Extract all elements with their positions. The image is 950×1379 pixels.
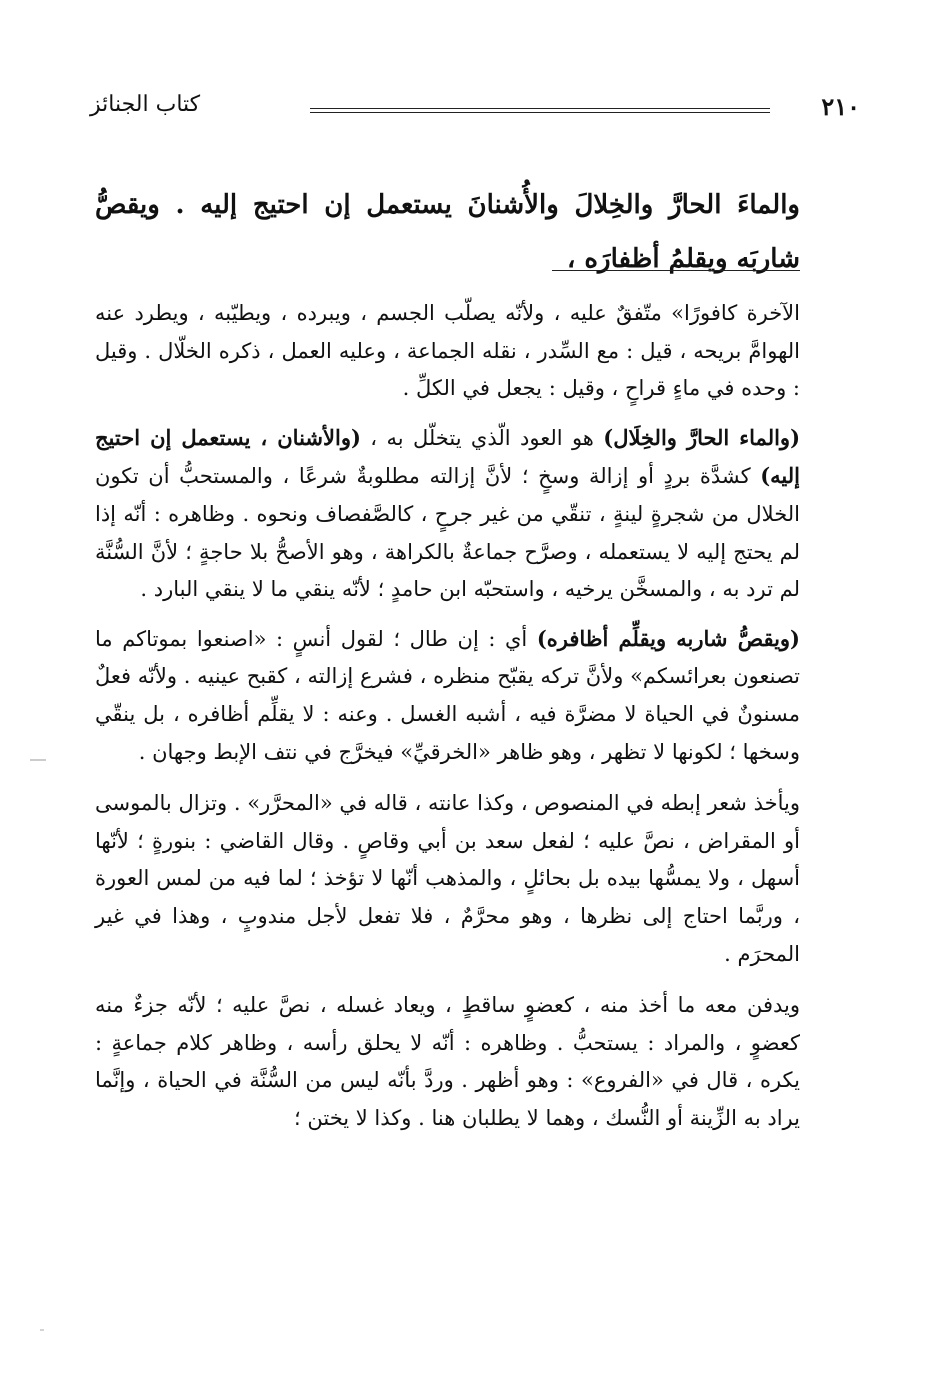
commentary-paragraph-2 [95, 419, 800, 609]
lemma-moustache-nails: (ويقصُّ شاربه ويقلِّم أظافره) [536, 625, 800, 651]
matn-separator [552, 270, 800, 271]
page-header [90, 92, 860, 124]
commentary-paragraph-5: ويدفن معه ما أخذ منه ، كعضوٍ ساقطٍ ، ويعاد غسله ، نصَّ عليه ؛ لأنّه جزءٌ منه كعضوٍ ، والمراد : يستحبُّ . وظاهره : أنّه لا يحلق رأسه ، وظاهر كلام جماعةٍ : يكره ، قال في «الفروع» : وهو أظهر . وردَّ بأنّه ليس من السُّنَّة في الحياة ، وإنَّما يراد به الزِّينة أو النُّسك ، وهما لا يطلبان هنا . وكذا لا يختن ؛ [95, 993, 800, 1130]
commentary-paragraph-4: ويأخذ شعر إبطه في المنصوص ، وكذا عانته ، قاله في «المحرَّر» . وتزال بالموسى أو المقراض ، نصَّ عليه ؛ لفعل سعد بن أبي وقاصٍ . وقال القاضي : بنورةٍ ؛ لأنّها أسهل ، ولا يمسُّها بيده بل بحائلٍ ، والمذهب أنّها لا تؤخذ ؛ لما فيه من لمس العورة ، وربَّما احتاج إلى نظرها ، وهو محرَّمٌ ، فلا تفعل لأجل مندوبٍ ، وهذا في غير المحرَم . [95, 791, 800, 966]
lemma-ushnan: (والأشنان ، يستعمل إن احتيج إليه) [95, 424, 800, 489]
running-title: كتاب الجنائز [90, 92, 201, 117]
commentary [95, 295, 800, 1148]
commentary-text: أي : إن طال ؛ لقول أنسٍ : «اصنعوا بموتاكم ما تصنعون بعرائسكم» ولأنَّ تركه يقبّح منظره ، فشرع إزالته ، كقبح عينيه . ولأنّه فعلٌ مسنونٌ في الحياة لا مضرَّة فيه ، أشبه الغسل . وعنه : لا يقلِّم أظافره ، بل ينقّي وسخها ؛ لكونها لا تظهر ، وهو ظاهر «الخرقيِّ» فيخرَّج في نتف الإبط وجهان . [95, 626, 800, 764]
matn-text: والماءَ الحارَّ والخِلالَ والأُشنانَ يستعمل إن احتيج إليه . ويقصُّ شاربَه ويقلمُ أظفارَه ، [95, 190, 800, 274]
lemma-water-khilal: (والماء الحارَّ والخِلَال) [603, 424, 801, 450]
page-number: ٢١٠ [821, 92, 860, 121]
commentary-paragraph-1: الآخرة كافورًا» متّفقٌ عليه ، ولأنّه يصلّب الجسم ، ويبرده ، ويطيّبه ، ويطرد عنه الهوامَّ بريحه ، قيل : مع السِّدر ، نقله الجماعة ، وعليه العمل ، ذكره الخلّال . وقيل : وحده في ماءٍ قراحٍ ، وقيل : يجعل في الكلِّ . [95, 301, 800, 401]
commentary-text: كشدَّة بردٍ أو إزالة وسخٍ ؛ لأنَّ إزالته مطلوبةٌ شرعًا ، والمستحبُّ أن تكون الخلال من شجرةٍ لينةٍ ، تنقّي من غير جرحٍ ، كالصَّفصاف ونحوه . وظاهره : أنّه إذا لم يحتج إليه لا يستعمله ، وصرَّح جماعةٌ بالكراهة ، وهو الأصحُّ بلا حاجةٍ ؛ لأنَّ السُّنَّة لم ترد به ، والمسخَّن يرخيه ، واستحبّه ابن حامدٍ ؛ لأنّه ينقي ما لا ينقي البارد . [95, 464, 800, 602]
header-rule [310, 108, 770, 113]
commentary-paragraph-3 [95, 620, 800, 771]
commentary-text: هو العود الّذي يتخلّل به ، [360, 425, 604, 450]
